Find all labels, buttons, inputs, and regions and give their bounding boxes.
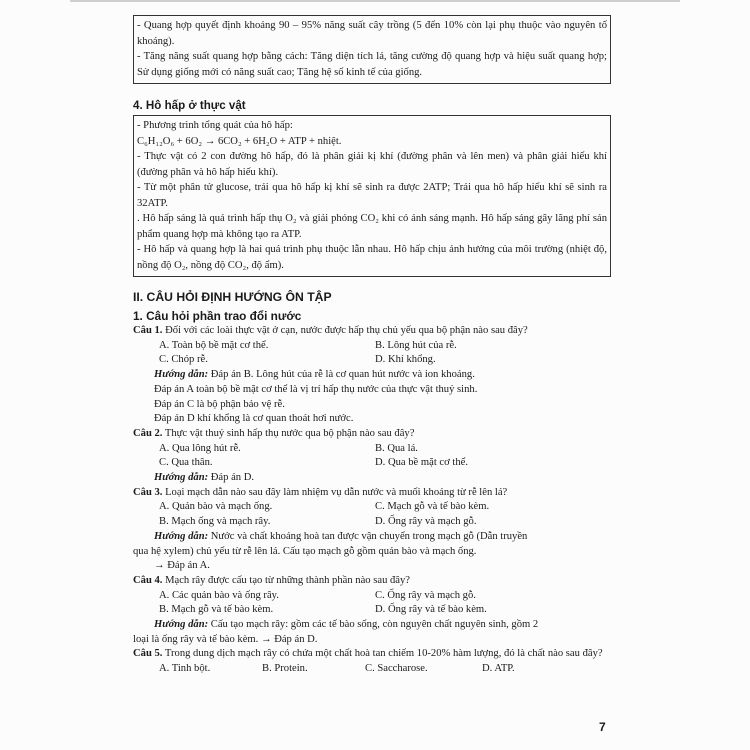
box-line: - Từ một phân tử glucose, trải qua hô hấp kị khí sẽ sinh ra được 2ATP; Trải qua hô hấp hiếu khí sẽ sinh ra 32ATP. [137, 182, 607, 209]
question-3 [133, 486, 611, 501]
question-4-options [133, 589, 611, 618]
guide-text: Đáp án D. [208, 472, 255, 484]
option-d: D. Ống rây và tế bào kèm. [375, 604, 487, 616]
box-line: - Tăng năng suất quang hợp bằng cách: Tăng diện tích lá, tăng cường độ quang hợp và hiệu suất quang hợp; Sử dụng giống mới có năng suất cao; Tăng hệ số kinh tế của giống. [137, 51, 607, 78]
guide-text: Đáp án B. Lông hút của rễ là cơ quan hút nước và ion khoáng. [208, 369, 475, 381]
guide-label: Hướng dẫn: [154, 369, 209, 381]
box-line: - Hô hấp và quang hợp là hai quá trình phụ thuộc lẫn nhau. Hô hấp chịu ảnh hưởng của môi trường (nhiệt độ, nồng độ O₂, nồng độ CO₂, độ ẩm). [137, 244, 607, 271]
guide-text: Nước và chất khoáng hoà tan được vận chuyển trong mạch gỗ (Dẫn truyền [208, 530, 528, 542]
question-4 [133, 574, 611, 589]
guide-label: Hướng dẫn: [154, 472, 209, 484]
subheading-water-exchange: 1. Câu hỏi phần trao đổi nước [133, 309, 302, 323]
option-c: C. Ống rây và mạch gỗ. [375, 589, 476, 601]
question-1 [133, 324, 611, 339]
question-text: Đối với các loài thực vật ở cạn, nước được hấp thụ chủ yếu qua bộ phận nào sau đây? [162, 325, 528, 336]
answer-guide-continued: loại là ống rây và tế bào kèm. → Đáp án D. [133, 633, 318, 645]
answer-guide [133, 368, 611, 383]
answer-guide [133, 471, 611, 486]
question-text: Loại mạch dẫn nào sau đây làm nhiệm vụ dẫn nước và muối khoáng từ rễ lên lá? [162, 486, 508, 498]
question-number: Câu 4. [133, 574, 163, 586]
option-d: D. Qua bề mặt cơ thể. [375, 457, 468, 469]
question-number: Câu 2. [133, 427, 163, 439]
box-line: - Thực vật có 2 con đường hô hấp, đó là phân giải kị khí (đường phân và lên men) và phân giải hiếu khí (đường phân và hô hấp hiếu khí). [137, 151, 607, 178]
option-d: D. Ống rây và mạch gỗ. [375, 516, 477, 528]
option-d: D. ATP. [482, 663, 515, 675]
question-5 [133, 647, 611, 662]
answer-guide [133, 618, 611, 633]
box-line: - Quang hợp quyết định khoảng 90 – 95% năng suất cây trồng (5 đến 10% còn lại phụ thuộc vào nguyên tố khoáng). [137, 20, 607, 47]
page-number: 7 [599, 720, 606, 734]
answer-conclusion: → Đáp án A. [154, 560, 210, 572]
answer-explanation: Đáp án C là bộ phận bảo vệ rễ. [154, 398, 285, 410]
option-b: B. Mạch ống và mạch rây. [159, 516, 271, 528]
option-c: C. Mạch gỗ và tế bào kèm. [375, 501, 490, 513]
box-line: - Phương trình tổng quát của hô hấp: [137, 120, 293, 131]
answer-explanation: Đáp án A toàn bộ bề mặt cơ thể là vị trí hấp thụ nước của thực vật thuỷ sinh. [154, 383, 478, 395]
option-b: B. Qua lá. [375, 442, 418, 454]
option-a: A. Qua lông hút rễ. [159, 442, 241, 454]
question-number: Câu 5. [133, 648, 163, 660]
answer-guide-continued: qua hệ xylem) chủ yếu từ rễ lên lá. Cấu tạo mạch gỗ gồm quản bào và mạch ống. [133, 545, 477, 557]
option-a: A. Các quản bào và ống rây. [159, 589, 279, 601]
question-3-options [133, 500, 611, 529]
option-c: C. Chóp rễ. [159, 354, 208, 366]
question-text: Thực vật thuỷ sinh hấp thụ nước qua bộ phận nào sau đây? [162, 427, 415, 439]
option-a: A. Quản bào và mạch ống. [159, 501, 273, 513]
question-number: Câu 1. [133, 325, 163, 336]
option-b: B. Protein. [262, 663, 308, 675]
guide-label: Hướng dẫn: [154, 530, 209, 542]
question-text: Mạch rây được cấu tạo từ những thành phần nào sau đây? [162, 574, 411, 586]
option-b: B. Lông hút của rễ. [375, 339, 457, 351]
answer-explanation: Đáp án D khí khổng là cơ quan thoát hơi nước. [154, 413, 354, 425]
question-5-options [133, 662, 611, 677]
question-number: Câu 3. [133, 486, 163, 498]
part-heading-review-questions: II. CÂU HỎI ĐỊNH HƯỚNG ÔN TẬP [133, 290, 332, 304]
question-2-options [133, 442, 611, 471]
question-text: Trong dung dịch mạch rây có chứa một chất hoà tan chiếm 10-20% hàm lượng, đó là chất nào sau đây? [162, 648, 603, 660]
option-a: A. Tinh bột. [159, 663, 211, 675]
question-list [133, 324, 611, 677]
box-line: . Hô hấp sáng là quá trình hấp thụ O₂ và giải phóng CO₂ khi có ánh sáng mạnh. Hô hấp sáng gây lãng phí sản phẩm quang hợp mà không tạo ra ATP. [137, 213, 607, 240]
question-1-options [133, 339, 611, 368]
option-c: C. Qua thân. [159, 457, 213, 469]
option-b: B. Mạch gỗ và tế bào kèm. [159, 604, 274, 616]
option-c: C. Saccharose. [365, 663, 428, 675]
page-content [133, 6, 611, 677]
option-d: D. Khí khổng. [375, 354, 436, 366]
summary-box-respiration [133, 115, 611, 277]
summary-box-photosynthesis [133, 15, 611, 84]
option-a: A. Toàn bộ bề mặt cơ thể. [159, 339, 269, 351]
answer-guide [133, 530, 611, 545]
respiration-equation: C₆H₁₂O₆ + 6O₂ → 6CO₂ + 6H₂O + ATP + nhiệt. [137, 135, 342, 147]
top-edge-line [70, 0, 680, 2]
guide-label: Hướng dẫn: [154, 619, 209, 631]
section-heading-respiration: 4. Hô hấp ở thực vật [133, 99, 246, 112]
guide-text: Cấu tạo mạch rây: gồm các tế bào sống, còn nguyên chất nguyên sinh, gồm 2 [208, 619, 539, 631]
question-2 [133, 427, 611, 442]
